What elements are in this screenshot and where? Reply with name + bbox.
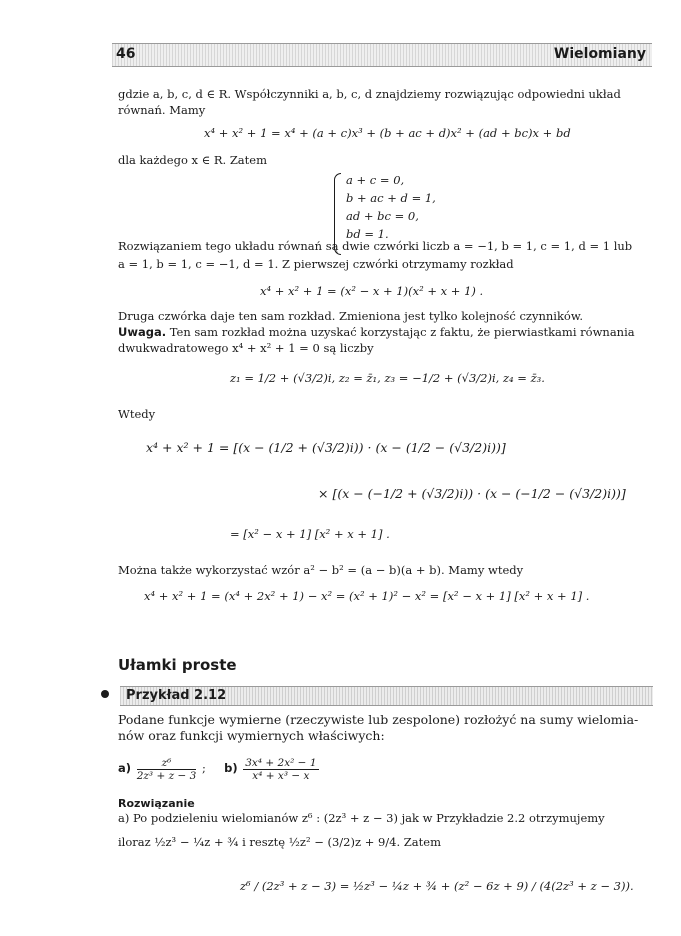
system-row-2: b + ac + d = 1,	[346, 191, 436, 205]
alt-line: Można także wykorzystać wzór a² − b² = (a − b)(a + b). Mamy wtedy	[118, 563, 524, 577]
solution-line-3: Druga czwórka daje ten sam rozkład. Zmieniona jest tylko kolejność czynników.	[118, 309, 583, 323]
example-items	[118, 748, 321, 788]
item-b-denominator: x⁴ + x³ − x	[252, 769, 310, 782]
item-a-numerator: z⁶	[137, 757, 197, 770]
equation-factorization: x⁴ + x² + 1 = (x² − x + 1)(x² + x + 1) .	[260, 284, 484, 298]
then-word: Wtedy	[118, 407, 156, 421]
page-header	[112, 43, 652, 67]
solution-label: Rozwiązanie	[118, 797, 195, 810]
example-bullet	[101, 690, 109, 698]
intro-line-1: gdzie a, b, c, d ∈ R. Współczynniki a, b, c, d znajdziemy rozwiązując odpowiedni układ	[118, 87, 621, 101]
remark-text-1: Ten sam rozkład można uzyskać korzystając z faktu, że pierwiastkami równania	[166, 325, 635, 339]
solution-line-2: a = 1, b = 1, c = −1, d = 1. Z pierwszej czwórki otrzymamy rozkład	[118, 257, 514, 271]
remark-line-2: dwukwadratowego x⁴ + x² + 1 = 0 są liczby	[118, 341, 374, 355]
remark-label: Uwaga.	[118, 325, 167, 339]
equation-product-2: × [(x − (−1/2 + (√3/2)i)) · (x − (−1/2 − (√3/2)i))]	[318, 486, 626, 501]
item-a-fraction	[137, 757, 197, 782]
section-title: Ułamki proste	[118, 656, 237, 674]
equation-product-1: x⁴ + x² + 1 = [(x − (1/2 + (√3/2)i)) · (x − (1/2 − (√3/2)i))]	[146, 440, 506, 455]
system-row-1: a + c = 0,	[346, 173, 405, 187]
system-row-4: bd = 1.	[346, 227, 389, 241]
intro-line-3: dla każdego x ∈ R. Zatem	[118, 153, 268, 167]
equation-roots: z₁ = 1/2 + (√3/2)i, z₂ = z̄₁, z₃ = −1/2 + (√3/2)i, z₄ = z̄₃.	[230, 371, 545, 385]
example-label: Przykład 2.12	[126, 688, 227, 703]
example-text-1: Podane funkcje wymierne (rzeczywiste lub zespolone) rozłożyć na sumy wielomia-	[118, 712, 639, 727]
item-b-numerator: 3x⁴ + 2x² − 1	[245, 756, 317, 769]
chapter-title: Wielomiany	[553, 46, 646, 62]
page-number: 46	[116, 46, 136, 62]
example-header-bar	[120, 686, 653, 706]
rozw-line-1: a) Po podzieleniu wielomianów z⁶ : (2z³ + z − 3) jak w Przykładzie 2.2 otrzymujemy	[118, 811, 605, 825]
equation-final: z⁶ / (2z³ + z − 3) = ½z³ − ¼z + ¾ + (z² − 6z + 9) / (4(2z³ + z − 3)).	[240, 879, 634, 893]
example-text-2: nów oraz funkcji wymiernych właściwych:	[118, 728, 385, 743]
item-a-denominator: 2z³ + z − 3	[136, 769, 197, 782]
item-b-fraction	[243, 757, 318, 782]
item-b-label: b)	[224, 761, 238, 775]
equation-product-3: = [x² − x + 1] [x² + x + 1] .	[230, 527, 390, 541]
item-separator: ;	[201, 761, 221, 775]
equation-difference-of-squares: x⁴ + x² + 1 = (x⁴ + 2x² + 1) − x² = (x² + 1)² − x² = [x² − x + 1] [x² + x + 1] .	[144, 589, 590, 603]
solution-line-1: Rozwiązaniem tego układu równań są dwie czwórki liczb a = −1, b = 1, c = 1, d = 1 lub	[118, 239, 633, 253]
intro-line-2: równań. Mamy	[118, 103, 206, 117]
rozw-line-2: iloraz ½z³ − ¼z + ¾ i resztę ½z² − (3/2)z + 9/4. Zatem	[118, 835, 441, 849]
remark-line-1	[118, 324, 635, 340]
item-a-label: a)	[118, 761, 132, 775]
equation-coefficients: x⁴ + x² + 1 = x⁴ + (a + c)x³ + (b + ac + d)x² + (ad + bc)x + bd	[204, 126, 571, 140]
system-row-3: ad + bc = 0,	[346, 209, 419, 223]
